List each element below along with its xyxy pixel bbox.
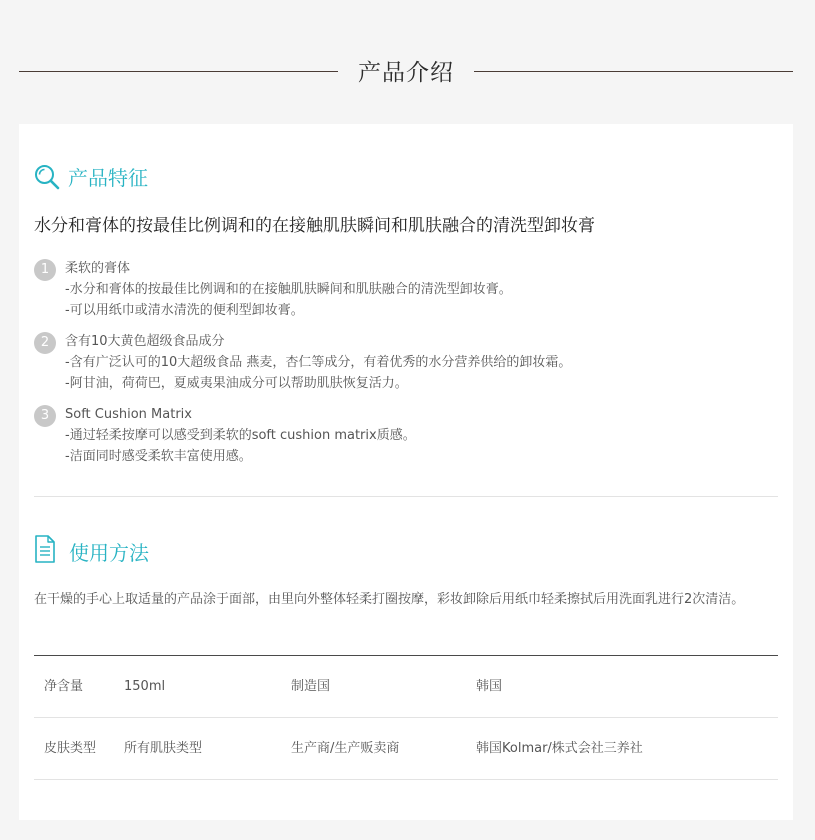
item-number-badge: 1 xyxy=(34,259,56,281)
item-title: 柔软的膏体 xyxy=(65,261,131,276)
usage-text: 在干燥的手心上取适量的产品涂于面部，由里向外整体轻柔打圈按摩，彩妆卸除后用纸巾轻柔擦拭后用洗面乳进行2次清洁。 xyxy=(34,592,745,607)
features-title: 产品特征 xyxy=(68,166,148,190)
spec-label: 制造国 xyxy=(291,679,331,694)
section-divider xyxy=(34,496,778,497)
section-header xyxy=(0,50,815,92)
page-title: 产品介绍 xyxy=(358,60,454,86)
spec-label: 皮肤类型 xyxy=(44,741,97,756)
item-line: -可以用纸巾或清水清洗的便利型卸妆膏。 xyxy=(65,303,304,318)
table-row xyxy=(34,718,778,780)
item-number-badge: 2 xyxy=(34,332,56,354)
spec-value: 韩国 xyxy=(476,679,503,694)
spec-value: 150ml xyxy=(124,679,166,694)
item-line: -阿甘油，荷荷巴，夏威夷果油成分可以帮助肌肤恢复活力。 xyxy=(65,376,408,391)
document-icon xyxy=(34,535,56,563)
item-title: 含有10大黄色超级食品成分 xyxy=(65,334,225,349)
header-line-left xyxy=(19,71,338,72)
spec-value: 韩国Kolmar/株式会社三养社 xyxy=(476,741,643,756)
spec-label: 生产商/生产贩卖商 xyxy=(291,741,400,756)
item-line: -水分和膏体的按最佳比例调和的在接触肌肤瞬间和肌肤融合的清洗型卸妆膏。 xyxy=(65,282,512,297)
spec-table xyxy=(34,655,778,780)
spec-value: 所有肌肤类型 xyxy=(124,741,203,756)
item-title: Soft Cushion Matrix xyxy=(65,407,192,422)
spec-label: 净含量 xyxy=(44,679,84,694)
item-line: -洁面同时感受柔软丰富使用感。 xyxy=(65,449,252,464)
search-icon xyxy=(34,164,60,190)
features-lead: 水分和膏体的按最佳比例调和的在接触肌肤瞬间和肌肤融合的清洗型卸妆膏 xyxy=(34,216,595,236)
table-row xyxy=(34,656,778,718)
usage-title: 使用方法 xyxy=(69,541,149,565)
item-line: -通过轻柔按摩可以感受到柔软的soft cushion matrix质感。 xyxy=(65,428,416,443)
item-number-badge: 3 xyxy=(34,405,56,427)
header-line-right xyxy=(474,71,793,72)
product-card xyxy=(19,124,793,820)
item-line: -含有广泛认可的10大超级食品 燕麦，杏仁等成分，有着优秀的水分营养供给的卸妆霜。 xyxy=(65,355,572,370)
